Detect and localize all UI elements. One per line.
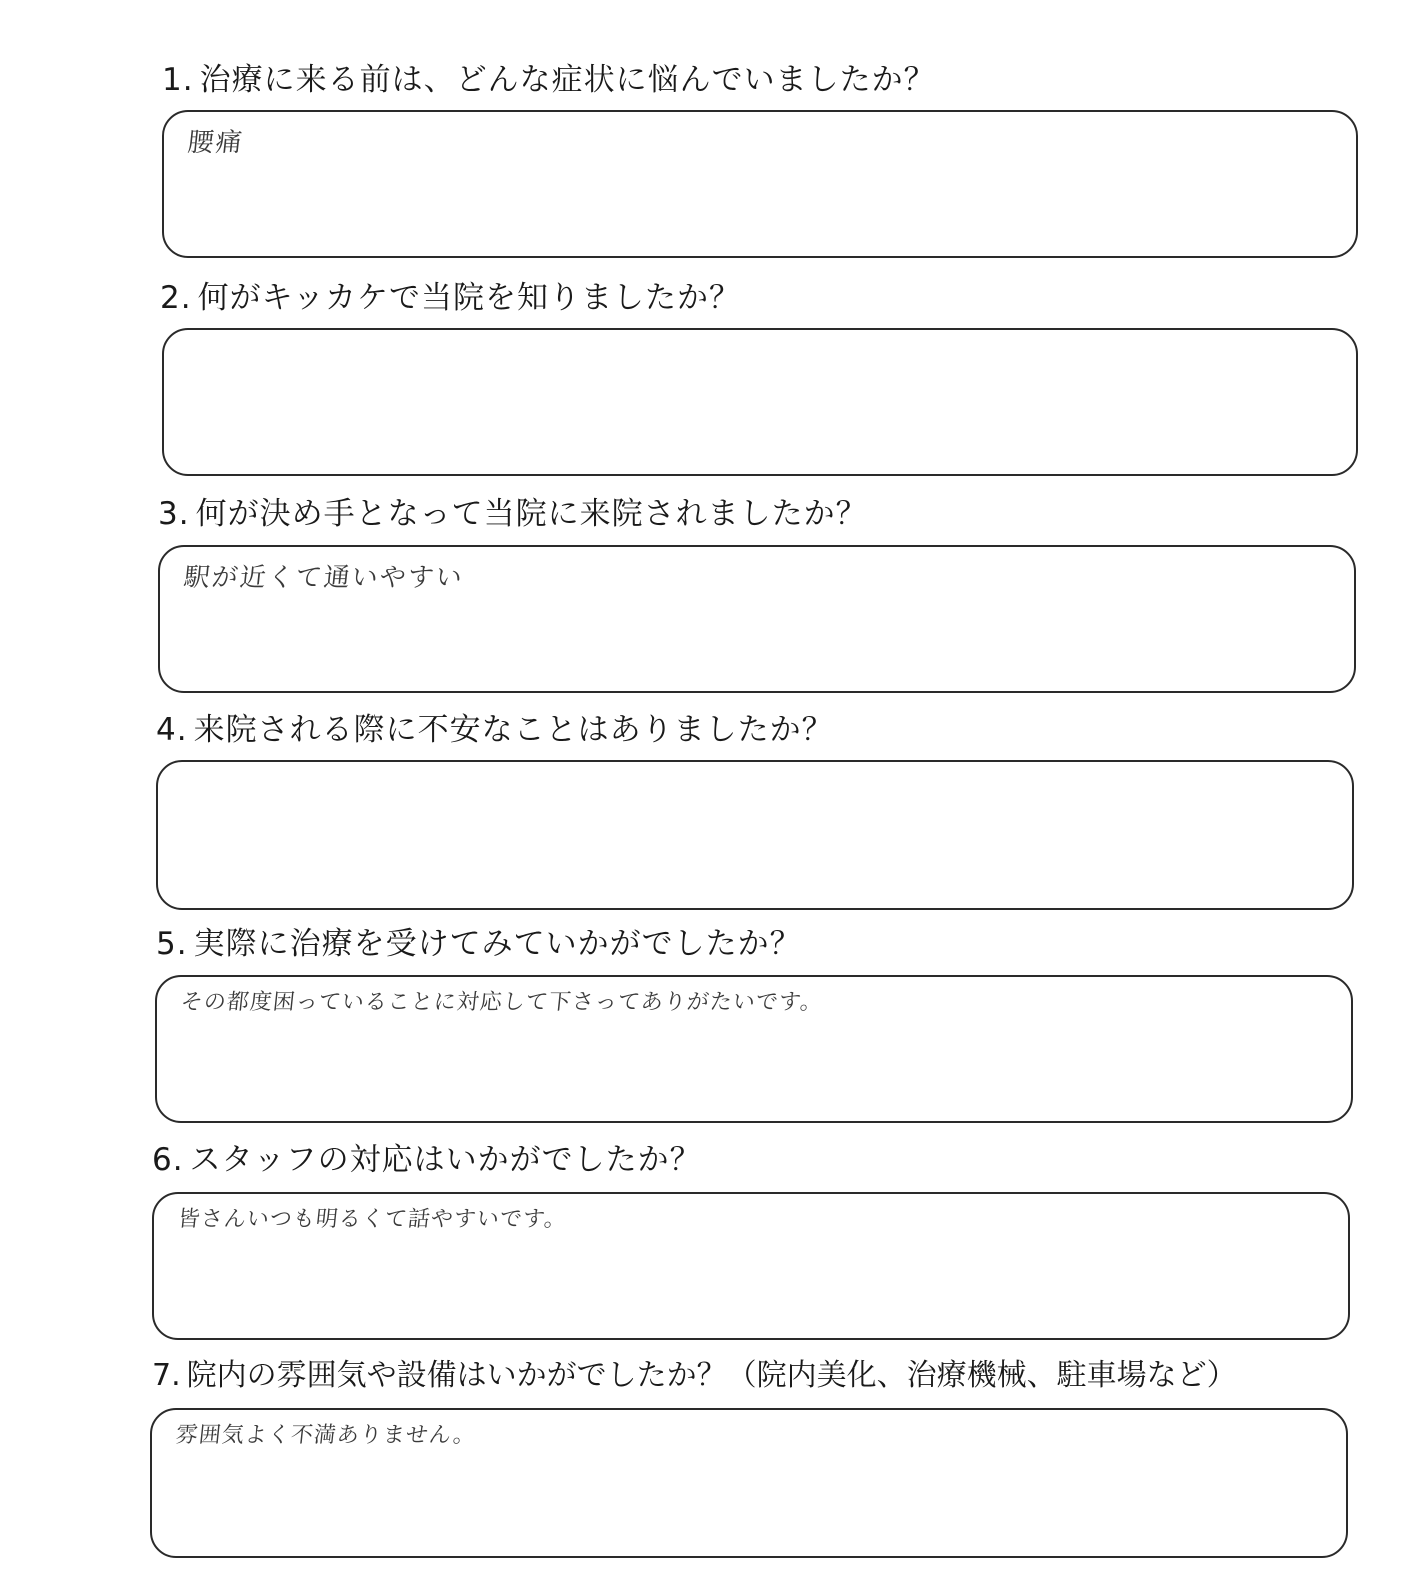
question-5-label	[156, 926, 802, 962]
answer-1-handwriting: 腰痛	[186, 128, 246, 158]
question-7-label	[152, 1358, 1237, 1394]
question-5-text: 実際に治療を受けてみていかがでしたか？	[193, 926, 802, 962]
question-4-text: 来院される際に不安なことはありましたか？	[193, 712, 834, 748]
answer-box-2[interactable]	[162, 328, 1358, 476]
answer-6-handwriting: 皆さんいつも明るくて話やすいです。	[176, 1207, 569, 1232]
answer-box-5[interactable]	[155, 975, 1353, 1123]
answer-box-4[interactable]	[156, 760, 1354, 910]
question-4-label	[156, 712, 834, 748]
question-2-text: 何がキッカケで当院を知りましたか？	[197, 280, 741, 316]
answer-box-6[interactable]	[152, 1192, 1350, 1340]
answer-box-1[interactable]	[162, 110, 1358, 258]
answer-5-handwriting: その都度困っていることに対応して下さってありがたいです。	[179, 990, 825, 1015]
question-7-number: 7.	[152, 1358, 181, 1393]
question-3-number: 3.	[158, 496, 190, 532]
question-1-text: 治療に来る前は、どんな症状に悩んでいましたか？	[199, 62, 936, 98]
question-3-text: 何が決め手となって当院に来院されましたか？	[195, 496, 868, 532]
question-2-number: 2.	[160, 280, 192, 316]
question-3-label	[158, 496, 868, 532]
answer-3-handwriting: 駅が近くて通いやすい	[182, 563, 466, 593]
question-4-number: 4.	[156, 712, 188, 748]
question-1-number: 1.	[162, 62, 194, 98]
answer-box-7[interactable]	[150, 1408, 1348, 1558]
question-7-text: 院内の雰囲気や設備はいかがでしたか？（院内美化、治療機械、駐車場など）	[186, 1358, 1237, 1393]
question-6-number: 6.	[152, 1142, 184, 1178]
answer-box-3[interactable]	[158, 545, 1356, 693]
question-6-text: スタッフの対応はいかがでしたか？	[189, 1142, 702, 1178]
question-6-label	[152, 1142, 702, 1178]
answer-7-handwriting: 雰囲気よく不満ありません。	[174, 1423, 478, 1448]
question-1-label	[162, 62, 936, 98]
question-2-label	[160, 280, 741, 316]
question-5-number: 5.	[156, 926, 188, 962]
